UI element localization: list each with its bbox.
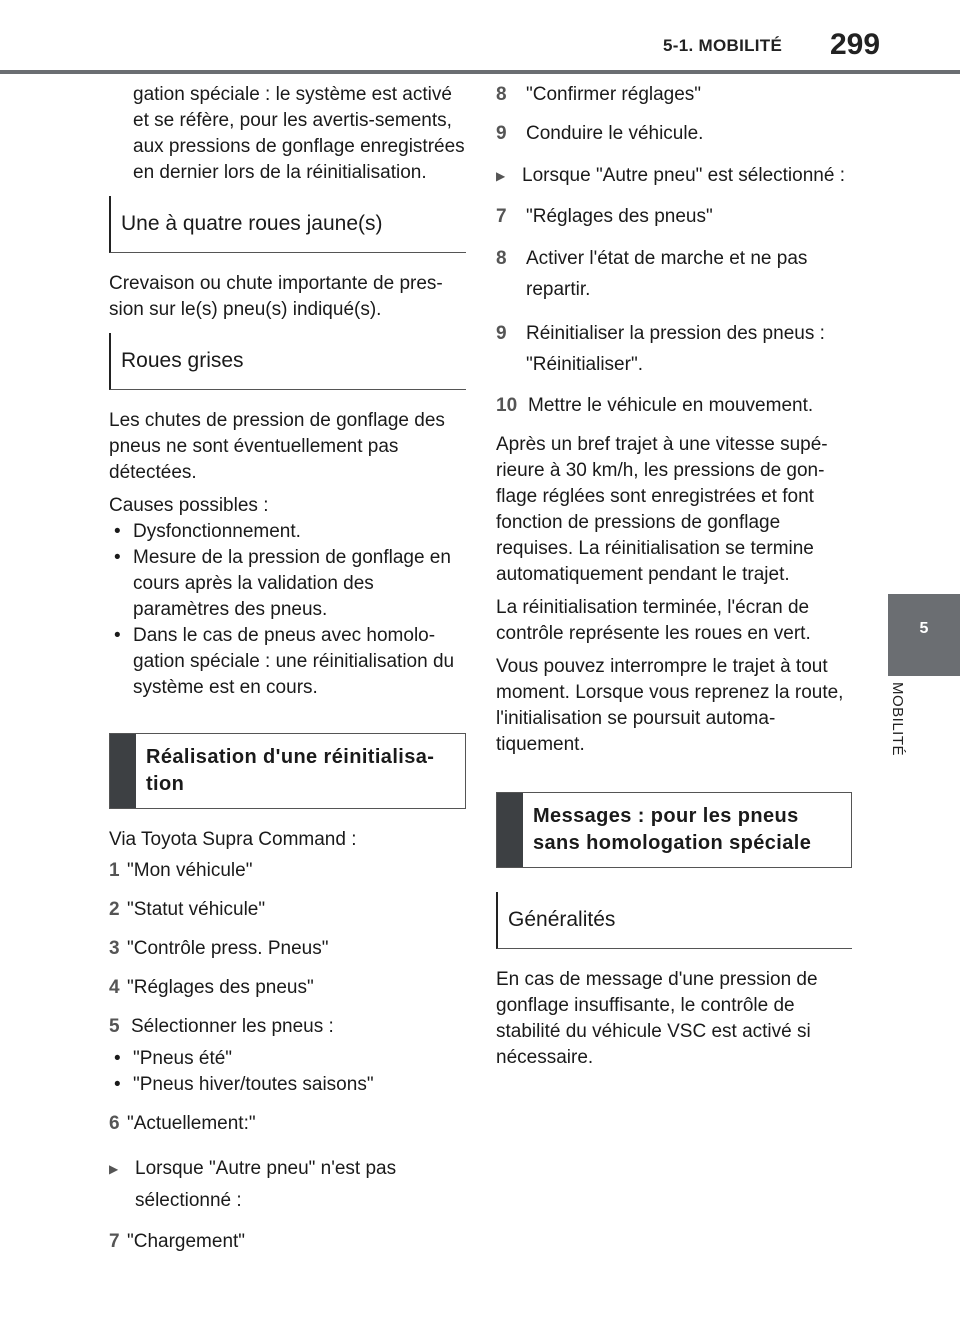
heading-bar: [497, 793, 523, 867]
chapter-tab[interactable]: [888, 594, 960, 676]
step-item: 6 "Actuellement:": [109, 1113, 256, 1134]
heading-yellow-wheels: [109, 196, 466, 253]
heading-grey-wheels-text: Roues grises: [121, 349, 244, 372]
intro-paragraph: gation spéciale : le système est activé et se réfère, pour les avertis-sements, aux pressions de gonflage enregistrées en dernier lors de la réinitialisation.: [133, 84, 465, 183]
list-item: • Dans le cas de pneus avec homolo-gation spéciale : une réinitialisation du système est en cours.: [114, 625, 455, 698]
list-item: • Dysfonctionnement.: [114, 521, 301, 542]
step-item: 8 "Confirmer réglages": [496, 84, 702, 105]
right-column: [496, 82, 852, 1078]
step-item: 9 Réinitialiser la pression des pneus : "Réinitialiser".: [496, 323, 825, 375]
chapter-number: 5: [919, 620, 929, 637]
general-paragraph: En cas de message d'une pression de gonflage insuffisante, le contrôle de stabilité du véhicule VSC est activé si nécessaire.: [496, 969, 818, 1068]
chapter-label-text: MOBILITÉ: [889, 682, 906, 757]
list-item: • Mesure de la pression de gonflage en cours après la validation des paramètres des pneus.: [114, 547, 451, 620]
reset-paragraph-1: Après un bref trajet à une vitesse supé-rieure à 30 km/h, les pressions de gon-flage réglées sont enregistrées et font fonction de pressions de gonflage requises. La réinitialisation se termine automatiquement pendant le trajet.: [496, 434, 828, 585]
step-item: 1 "Mon véhicule": [109, 860, 253, 881]
grey-wheels-paragraph: Les chutes de pression de gonflage des pneus ne sont éventuellement pas détectées.: [109, 410, 445, 483]
reset-paragraph-2: La réinitialisation terminée, l'écran de contrôle représente les roues en vert.: [496, 597, 811, 644]
list-item: • "Pneus été": [114, 1048, 233, 1069]
step-item: 2 "Statut véhicule": [109, 899, 266, 920]
step-item: 5 Sélectionner les pneus :: [109, 1016, 334, 1037]
step-item: 4 "Réglages des pneus": [109, 977, 314, 998]
step-item: 10 Mettre le véhicule en mouvement.: [496, 395, 814, 416]
section-label: 5-1. MOBILITÉ: [663, 36, 783, 55]
heading-yellow-wheels-text: Une à quatre roues jaune(s): [121, 212, 383, 235]
heading-grey-wheels: [109, 333, 466, 390]
heading-bar: [110, 734, 136, 808]
heading-general: [496, 892, 852, 949]
condition-item: ▶ Lorsque "Autre pneu" est sélectionné :: [496, 160, 852, 192]
page-number: 299: [830, 28, 881, 61]
yellow-wheels-paragraph: Crevaison ou chute importante de pres-sion sur le(s) pneu(s) indiqué(s).: [109, 273, 443, 320]
step-item: 8 Activer l'état de marche et ne pas repartir.: [496, 248, 808, 300]
heading-reset-text: Réalisation d'une réinitialisa-tion: [146, 746, 435, 795]
heading-messages-box: [496, 792, 852, 868]
triangle-right-icon: ▶: [496, 169, 506, 183]
step-item: 3 "Contrôle press. Pneus": [109, 938, 329, 959]
chapter-label: [886, 682, 926, 802]
step-item: 7 "Chargement": [109, 1231, 246, 1252]
left-column: [109, 82, 466, 1268]
via-paragraph: Via Toyota Supra Command :: [109, 829, 357, 850]
header-rule: [0, 70, 960, 74]
condition-item: ▶ Lorsque "Autre pneu" n'est pas sélectionné :: [109, 1153, 466, 1217]
causes-intro: Causes possibles :: [109, 495, 269, 516]
step-item: 9 Conduire le véhicule.: [496, 123, 704, 144]
step-item: 7 "Réglages des pneus": [496, 206, 713, 227]
heading-general-text: Généralités: [508, 908, 616, 931]
triangle-right-icon: ▶: [109, 1162, 119, 1176]
reset-paragraph-3: Vous pouvez interrompre le trajet à tout moment. Lorsque vous reprenez la route, l'initialisation se poursuit automa-tiquement.: [496, 656, 844, 755]
heading-messages-text: Messages : pour les pneus sans homologation spéciale: [533, 805, 812, 854]
list-item: • "Pneus hiver/toutes saisons": [114, 1074, 374, 1095]
heading-reset-box: [109, 733, 466, 809]
